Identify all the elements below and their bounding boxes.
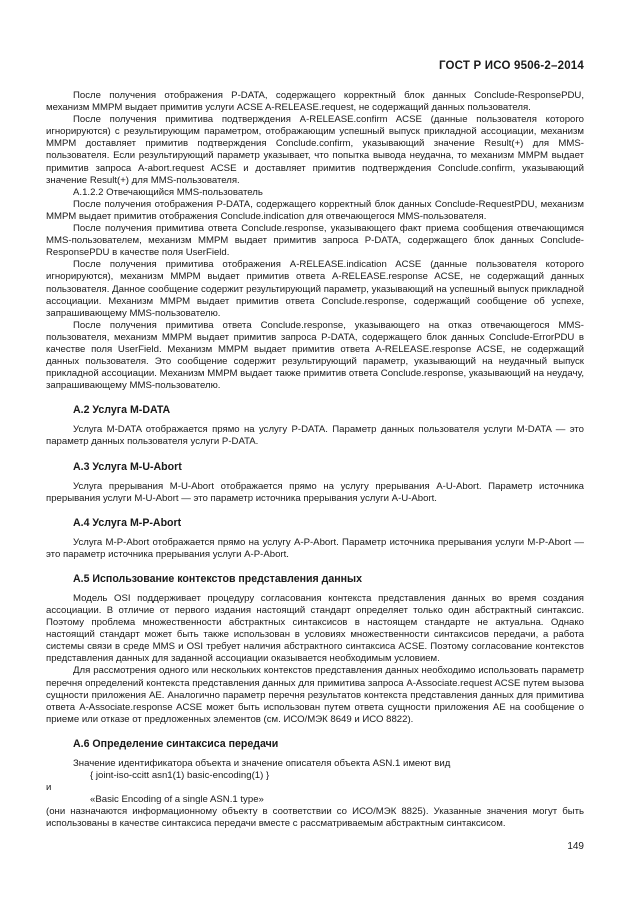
paragraph: Модель OSI поддерживает процедуру согласования контекста представления данных во время создания ассоциации. В отличие от первого издания настоящий стандарт определяет только один абстрактный синтаксис. Поэтому проблема множественности абстрактных синтаксисов в настоящем стандарте не актуальна. Однако настоящий стандарт может быть также использован в условиях множественности синтаксисов передачи, а работа системы связи в среде MMS и OSI требует наличия абстрактного синтаксиса ACSE. Поэтому согласование контекстов представления данных для заданной ассоциации оказывается необходимым условием. bbox=[46, 592, 584, 665]
paragraph: После получения примитива подтверждения A-RELEASE.confirm ACSE (данные пользователя которого игнорируются) с результирующим параметром, отображающим успешный выпуск прикладной ассоциации, механизм ММРМ доставляет примитив подтверждения Conclude.confirm, указывающий значение Result(+) для MMS-пользователя. Если результирующий параметр указывает, что попытка вывода неудачна, то механизм ММРМ выдает примитив запроса A-abort.request ACSE и доставляет примитив подтверждения Conclude.confirm, указывающий значение Result(+) для MMS-пользователя. bbox=[46, 114, 584, 186]
page-number: 149 bbox=[567, 841, 584, 852]
section-heading: А.4 Услуга M-P-Abort bbox=[73, 516, 182, 529]
section-heading: А.6 Определение синтаксиса передачи bbox=[73, 737, 279, 750]
paragraph: Значение идентификатора объекта и значение описателя объекта ASN.1 имеют вид bbox=[73, 757, 451, 769]
conjunction: и bbox=[46, 782, 52, 794]
paragraph: После получения отображения P-DATA, содержащего корректный блок данных Conclude-RequestPDU, механизм ММРМ выдает примитив отображения Conclude.indication для отвечающегося MMS-пользователя. bbox=[46, 198, 584, 222]
paragraph: Услуга M-P-Abort отображается прямо на услугу A-P-Abort. Параметр источника прерывания услуги M-P-Abort — это параметр источника прерывания услуги A-P-Abort. bbox=[46, 536, 584, 560]
paragraph: После получения примитива ответа Conclude.response, указывающего факт приема сообщения отвечающимся MMS-пользователем, механизм ММРМ выдает примитив запроса P-DATA, содержащего блок данных Conclude-ResponsePDU в качестве поля UserField. bbox=[46, 223, 584, 259]
paragraph: (они назначаются информационному объекту в соответствии со ИСО/МЭК 8825). Указанные значения могут быть использованы в качестве синтаксиса передачи вместе с рассматриваемым абстрактным синтаксисом. bbox=[46, 806, 584, 830]
document-header: ГОСТ Р ИСО 9506-2–2014 bbox=[438, 60, 584, 72]
paragraph: После получения примитива отображения A-RELEASE.indication ACSE (данные пользователя которого игнорируются), механизм ММРМ выдает примитив ответа A-RELEASE.response ACSE, не содержащий данных пользователя. Данное сообщение содержит результирующий параметр, указывающий на успешный выпуск прикладной ассоциации. Механизм ММРМ выдает примитив ответа Conclude.response, содержащий сообщение об успехе, запрашивающему MMS-пользователю. bbox=[46, 259, 584, 319]
paragraph: Для рассмотрения одного или нескольких контекстов представления данных необходимо использовать параметр перечня определений контекста представления данных для примитива запроса A-Associate.request ACSE путем вызова сущности приложения AE. Аналогично параметр перечня результатов контекста представления данных для примитива ответа A-Associate.response ACSE может быть использован путем ответа сущности приложения AE на сообщение о приеме или отказе от предложенных элементов (см. ИСО/МЭК 8649 и ИСО 8822). bbox=[46, 665, 584, 725]
code-line: { joint-iso-ccitt asn1(1) basic-encoding(1) } bbox=[90, 770, 270, 782]
section-heading: А.5 Использование контекстов представления данных bbox=[73, 572, 362, 585]
code-line: «Basic Encoding of a single ASN.1 type» bbox=[90, 794, 264, 806]
paragraph: Услуга M-DATA отображается прямо на услугу P-DATA. Параметр данных пользователя услуги M-DATA — это параметр данных пользователя услуги P-DATA. bbox=[46, 424, 584, 448]
section-heading: А.3 Услуга M-U-Abort bbox=[73, 460, 182, 473]
paragraph: После получения отображения P-DATA, содержащего корректный блок данных Conclude-ResponsePDU, механизм ММРМ выдает примитив услуги ACSE A-RELEASE.request, не содержащий данных пользователя. bbox=[46, 90, 584, 114]
paragraph: Услуга прерывания M-U-Abort отображается прямо на услугу прерывания A-U-Abort. Параметр источника прерывания услуги M-U-Abort — это параметр источника прерывания услуги A-U-Abort. bbox=[46, 480, 584, 504]
document-body bbox=[46, 90, 584, 831]
paragraph: После получения примитива ответа Conclude.response, указывающего на отказ отвечающегося MMS-пользователя, механизм ММРМ выдает примитив запроса P-DATA, содержащего блок данных Conclude-ErrorPDU в качестве поля UserField. Механизм ММРМ выдает примитив ответа A-RELEASE.response ACSE, не содержащий данных пользователя. Это сообщение содержит результирующий параметр, указывающий на неудачный выпуск прикладной ассоциации. Механизм ММРМ выдает также примитив ответа Conclude.response, указывающий на неудачу, запрашивающему MMS-пользователю. bbox=[46, 319, 584, 392]
subsection-title: А.1.2.2 Отвечающийся MMS-пользователь bbox=[73, 186, 263, 198]
section-heading: А.2 Услуга M-DATA bbox=[73, 404, 171, 417]
